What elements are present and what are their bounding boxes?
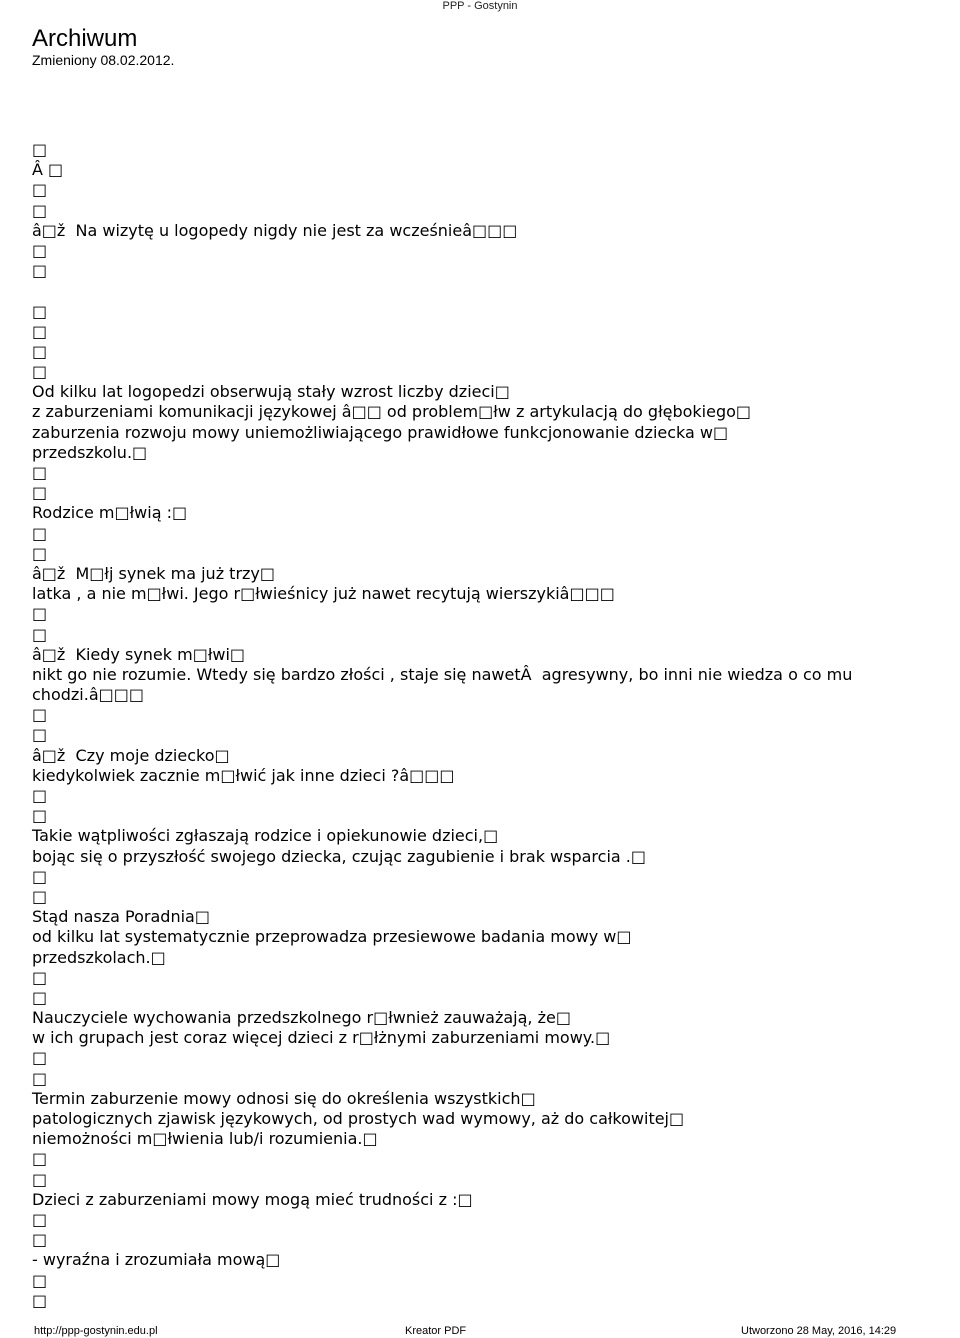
text-line: kiedykolwiek zacznie m□łwić jak inne dzieci ?â□□□ [32, 765, 455, 785]
text-line: □ [32, 886, 48, 906]
text-line: □ [32, 1169, 48, 1189]
page-footer [0, 1324, 960, 1338]
text-line: przedszkolu.□ [32, 442, 148, 462]
text-line: od kilku lat systematycznie przeprowadza przesiewowe badania mowy w□ [32, 927, 632, 947]
text-line: przedszkolach.□ [32, 947, 166, 967]
article-header [32, 26, 174, 68]
text-line: □ [32, 967, 48, 987]
text-line: â□ž M□łj synek ma już trzy□ [32, 563, 276, 583]
text-line: □ [32, 261, 48, 281]
text-line: □ [32, 200, 48, 220]
text-line: □ [32, 543, 48, 563]
text-line: Termin zaburzenie mowy odnosi się do określenia wszystkich□ [32, 1088, 536, 1108]
text-line: chodzi.â□□□ [32, 685, 144, 705]
text-line: â□ž Na wizytę u logopedy nigdy nie jest za wcześnieâ□□□ [32, 220, 518, 240]
text-line: □ [32, 240, 48, 260]
text-line: □ [32, 604, 48, 624]
modified-date: Zmieniony 08.02.2012. [32, 52, 175, 68]
page-title: Archiwum [32, 25, 138, 52]
text-line: □ [32, 321, 48, 341]
footer-creator: Kreator PDF [405, 1325, 467, 1337]
page-header [0, 0, 960, 12]
text-line: □ [32, 483, 48, 503]
text-line: patologicznych zjawisk językowych, od prostych wad wymowy, aż do całkowitej□ [32, 1109, 685, 1128]
text-line: □ [32, 301, 48, 321]
text-line: □ [32, 463, 48, 482]
footer-created: Utworzono 28 May, 2016, 14:29 [741, 1325, 897, 1337]
text-line: □ [32, 624, 48, 644]
text-line: □ [32, 806, 48, 826]
text-line: □ [32, 786, 48, 805]
text-line: Od kilku lat logopedzi obserwują stały wzrost liczby dzieci□ [32, 382, 510, 402]
text-line: □ [32, 180, 48, 200]
text-line [32, 281, 932, 301]
text-line: □ [32, 1270, 48, 1290]
text-line: Stąd nasza Poradnia□ [32, 907, 210, 927]
text-line: w ich grupach jest coraz więcej dzieci z r□łżnymi zaburzeniami mowy.□ [32, 1028, 611, 1048]
text-line: □ [32, 1068, 48, 1088]
text-line: Nauczyciele wychowania przedszkolnego r□łwnież zauważają, że□ [32, 1008, 571, 1028]
text-line: □ [32, 866, 48, 886]
text-line: â□ž Kiedy synek m□łwi□ [32, 644, 246, 664]
text-line: □ [32, 1290, 48, 1310]
site-name: PPP - Gostynin [442, 0, 518, 12]
article-body [32, 140, 932, 1311]
text-line: □ [32, 1149, 48, 1169]
text-line: niemożności m□łwienia lub/i rozumienia.□ [32, 1129, 378, 1149]
text-line: zaburzenia rozwoju mowy uniemożliwiającego prawidłowe funkcjonowanie dziecka w□ [32, 422, 729, 442]
text-line: Dzieci z zaburzeniami mowy mogą mieć trudności z :□ [32, 1189, 473, 1209]
text-line: □ [32, 140, 48, 159]
text-line: z zaburzeniami komunikacji językowej â□□ od problem□łw z artykulacją do głębokiego□ [32, 402, 752, 422]
text-line: □ [32, 705, 48, 725]
text-line: □ [32, 725, 48, 745]
text-line: □ [32, 362, 48, 382]
text-line: □ [32, 1048, 48, 1068]
text-line: □ [32, 1230, 48, 1250]
text-line: Â □ [32, 160, 64, 180]
text-line: â□ž Czy moje dziecko□ [32, 745, 230, 765]
text-line: latka , a nie m□łwi. Jego r□łwieśnicy już nawet recytują wierszykiâ□□□ [32, 584, 615, 604]
text-line: □ [32, 341, 48, 361]
text-line: nikt go nie rozumie. Wtedy się bardzo złości , staje się nawetÂ agresywny, bo inni nie wiedza o co mu [32, 664, 853, 684]
text-line: Takie wątpliwości zgłaszają rodzice i opiekunowie dzieci,□ [32, 826, 499, 846]
text-line: □ [32, 987, 48, 1007]
footer-url[interactable]: http://ppp-gostynin.edu.pl [34, 1325, 158, 1337]
text-line: Rodzice m□łwią :□ [32, 503, 188, 523]
text-line: □ [32, 523, 48, 543]
text-line: bojąc się o przyszłość swojego dziecka, czując zagubienie i brak wsparcia .□ [32, 846, 646, 866]
text-line: □ [32, 1209, 48, 1229]
text-line: - wyraźna i zrozumiała mową□ [32, 1250, 281, 1270]
